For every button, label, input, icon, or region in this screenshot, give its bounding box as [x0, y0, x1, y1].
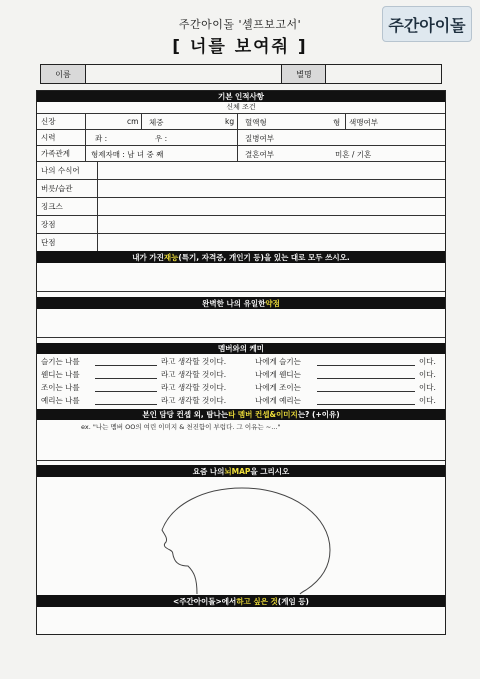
chem-1-b: 라고 생각할 것이다.: [161, 370, 227, 379]
nickname-label: 별명: [281, 65, 326, 83]
header-title: 주간아이돌 '셀프보고서': [178, 18, 302, 31]
talent-bar: [37, 251, 445, 263]
chem-2-d: 이다.: [419, 383, 436, 392]
weakness-highlight: 약점: [265, 298, 280, 308]
chem-line-joy: [37, 380, 445, 393]
physical-subheader-text: 신체 조건: [226, 103, 256, 111]
concept-bar-pre: 본인 담당 컨셉 외, 탐나는: [142, 410, 229, 419]
info-row-habit: [37, 179, 445, 198]
weight-unit: kg: [225, 117, 235, 126]
talent-bar-post: (특기, 자격증, 개인기 등)을 있는 대로 모두 쓰시오.: [178, 252, 350, 262]
chem-0-a: 슬기는 나를: [41, 357, 80, 366]
wish-bar-post: (게임 등): [277, 596, 309, 606]
info-row-weakness: [37, 233, 445, 252]
chem-2-a: 조이는 나를: [41, 383, 80, 392]
strength-label: 장점: [41, 219, 56, 229]
nickname-field[interactable]: [325, 65, 442, 83]
info-row-strength: [37, 215, 445, 234]
jinx-label: 징크스: [41, 201, 63, 211]
weight-label: 체중: [149, 118, 164, 127]
wish-highlight: 하고 싶은 것: [236, 596, 278, 606]
eyesight-right: 우 :: [155, 134, 168, 143]
concept-area[interactable]: [37, 420, 445, 461]
body-row: [37, 113, 445, 130]
family-label: 가족관계: [41, 148, 70, 158]
concept-bar: [37, 409, 445, 420]
name-label: 이름: [41, 65, 85, 83]
basic-info-bar: 기본 인적사항: [37, 91, 445, 102]
chem-1-c: 나에게 웬디는: [255, 370, 301, 379]
chem-3-d: 이다.: [419, 396, 436, 405]
chem-0-b: 라고 생각할 것이다.: [161, 357, 227, 366]
wish-bar: [37, 595, 445, 607]
chem-1-a: 웬디는 나를: [41, 370, 80, 379]
wish-area[interactable]: [37, 607, 445, 634]
eyesight-label: 시력: [41, 132, 56, 142]
marriage-options: 미혼 / 기혼: [335, 150, 372, 159]
brainmap-highlight: 뇌MAP: [224, 466, 251, 476]
chem-3-c: 나에게 예리는: [255, 396, 301, 405]
talent-bar-pre: 내가 가진: [132, 252, 164, 262]
disease-label: 질병여부: [245, 134, 274, 143]
concept-highlight: 타 멤버 컨셉&이미지: [228, 410, 298, 419]
height-label: 신장: [41, 116, 56, 126]
modifier-label: 나의 수식어: [41, 165, 80, 175]
chemistry-bar: 멤버와의 케미: [37, 343, 445, 354]
chem-1-d: 이다.: [419, 370, 436, 379]
blood-label: 혈액형: [245, 118, 267, 127]
family-row: [37, 145, 445, 162]
blood-unit: 형: [333, 118, 341, 127]
chem-line-seulgi: [37, 354, 445, 367]
brainmap-area[interactable]: [37, 477, 445, 596]
eyesight-row: [37, 129, 445, 146]
weakness-bar-pre: 완벽한 나의 유일한: [202, 298, 266, 308]
chem-2-c: 나에게 조이는: [255, 383, 301, 392]
eyesight-left: 좌 :: [95, 134, 108, 143]
concept-example: ex. "나는 멤버 OO의 여린 이미지 & 천진함이 부럽다. 그 이유는 ~...": [81, 423, 281, 431]
chem-3-b: 라고 생각할 것이다.: [161, 396, 227, 405]
concept-bar-post: 는? (+이유): [297, 410, 340, 419]
brainmap-bar: [37, 465, 445, 477]
chem-0-d: 이다.: [419, 357, 436, 366]
talent-area[interactable]: [37, 263, 445, 292]
brainmap-bar-post: 을 그리시오: [250, 466, 290, 476]
chem-3-a: 예리는 나를: [41, 396, 80, 405]
info-row-jinx: [37, 197, 445, 216]
siblings-text: 형제자매 : 남 녀 중 째: [91, 150, 164, 159]
info-row-modifier: [37, 161, 445, 180]
chem-line-wendy: [37, 367, 445, 380]
chem-2-b: 라고 생각할 것이다.: [161, 383, 227, 392]
height-unit: cm: [127, 117, 139, 126]
show-logo: 주간아이돌: [382, 6, 472, 42]
report-sheet: [36, 90, 446, 635]
name-row: [40, 64, 442, 84]
colorblind-label: 색맹여부: [349, 118, 378, 127]
page-title: [ 너를 보여줘 ]: [172, 37, 308, 57]
name-field[interactable]: [85, 65, 282, 83]
weakness-area[interactable]: [37, 309, 445, 338]
wish-bar-pre: <주간아이돌>에서: [173, 596, 237, 606]
marriage-label: 결혼여부: [245, 150, 274, 159]
chem-0-c: 나에게 슬기는: [255, 357, 301, 366]
weakness-bar: [37, 297, 445, 309]
brainmap-bar-pre: 요즘 나의: [192, 466, 225, 476]
weakness-label: 단점: [41, 237, 56, 247]
habit-label: 버릇/습관: [41, 183, 73, 193]
chem-line-yeri: [37, 393, 445, 406]
talent-highlight: 재능: [163, 252, 179, 262]
